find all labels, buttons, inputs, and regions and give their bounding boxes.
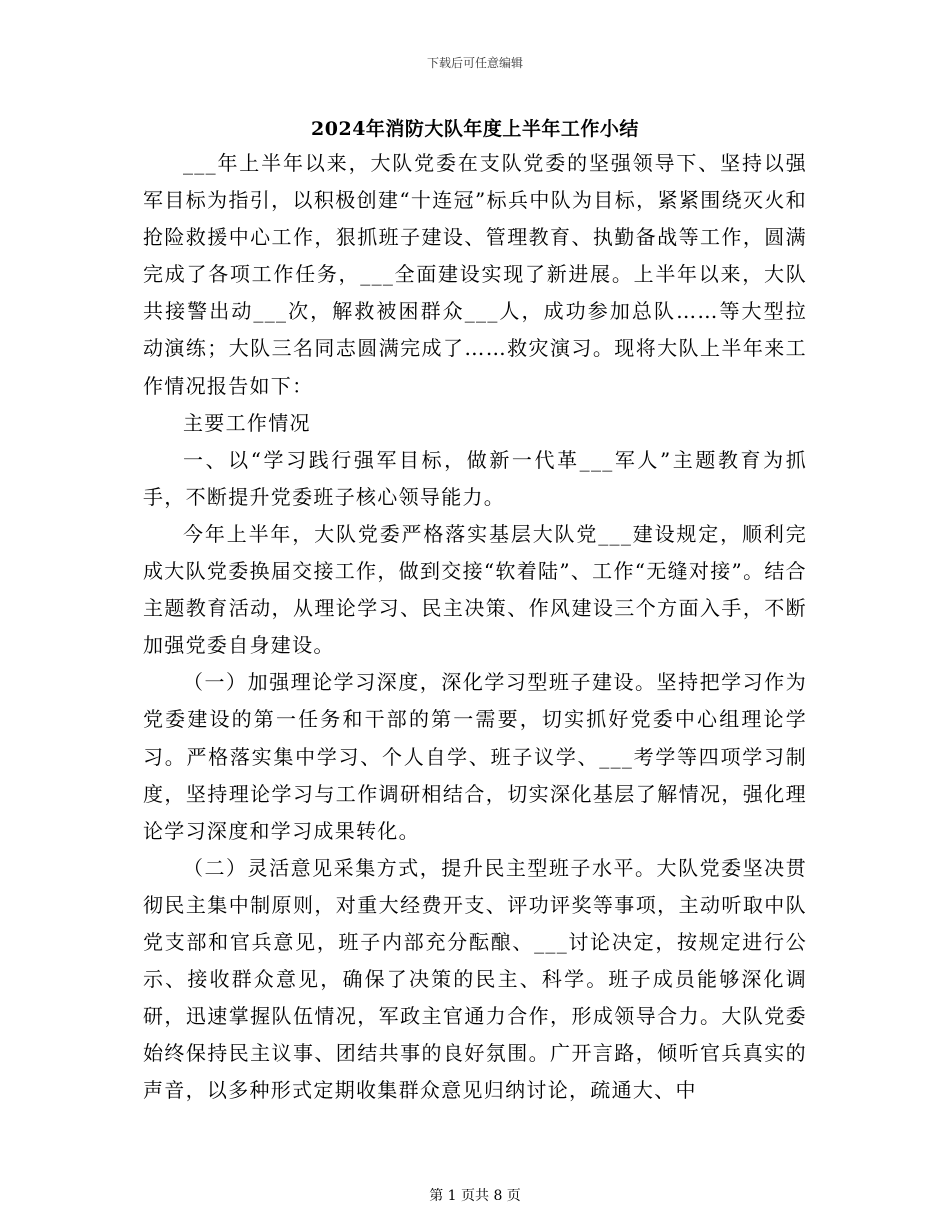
- paragraph-intro: ___年上半年以来，大队党委在支队党委的坚强领导下、坚持以强军目标为指引，以积极创建“十连冠”标兵中队为目标，紧紧围绕灭火和抢险救援中心工作，狠抓班子建设、管理教育、执勤备战等工作，圆满完成了各项工作任务，___全面建设实现了新进展。上半年以来，大队共接警出动___次，解救被困群众___人，成功参加总队……等大型拉动演练；大队三名同志圆满完成了……救灾演习。现将大队上半年来工作情况报告如下：: [143, 151, 807, 398]
- header-note: 下载后可任意编辑: [426, 56, 523, 70]
- paragraph-theory-study: （一）加强理论学习深度，深化学习型班子建设。坚持把学习作为党委建设的第一任务和干部的第一需要，切实抓好党委中心组理论学习。严格落实集中学习、个人自学、班子议学、___考学等四项学习制度，坚持理论学习与工作调研相结合，切实深化基层了解情况，强化理论学习深度和学习成果转化。: [143, 670, 807, 843]
- paragraph-party-building: 今年上半年，大队党委严格落实基层大队党___建设规定，顺利完成大队党委换届交接工作，做到交接“软着陆”、工作“无缝对接”。结合主题教育活动，从理论学习、民主决策、作风建设三个方面入手，不断加强党委自身建设。: [143, 521, 807, 658]
- page-footer: 第 1 页共 8 页: [429, 1188, 521, 1204]
- document-body: [143, 145, 807, 1109]
- paragraph-heading-1: 一、以“学习践行强军目标，做新一代革___军人”主题教育为抓手，不断提升党委班子核心领导能力。: [143, 447, 807, 509]
- document-title: 2024年消防大队年度上半年工作小结: [311, 118, 639, 140]
- paragraph-democratic-decision: （二）灵活意见采集方式，提升民主型班子水平。大队党委坚决贯彻民主集中制原则，对重大经费开支、评功评奖等事项，主动听取中队党支部和官兵意见，班子内部充分酝酿、___讨论决定，按规定进行公示、接收群众意见，确保了决策的民主、科学。班子成员能够深化调研，迅速掌握队伍情况，军政主官通力合作，形成领导合力。大队党委始终保持民主议事、团结共事的良好氛围。广开言路，倾听官兵真实的声音，以多种形式定期收集群众意见归纳讨论，疏通大、中: [143, 855, 807, 1103]
- paragraph-section-heading: 主要工作情况: [183, 410, 311, 435]
